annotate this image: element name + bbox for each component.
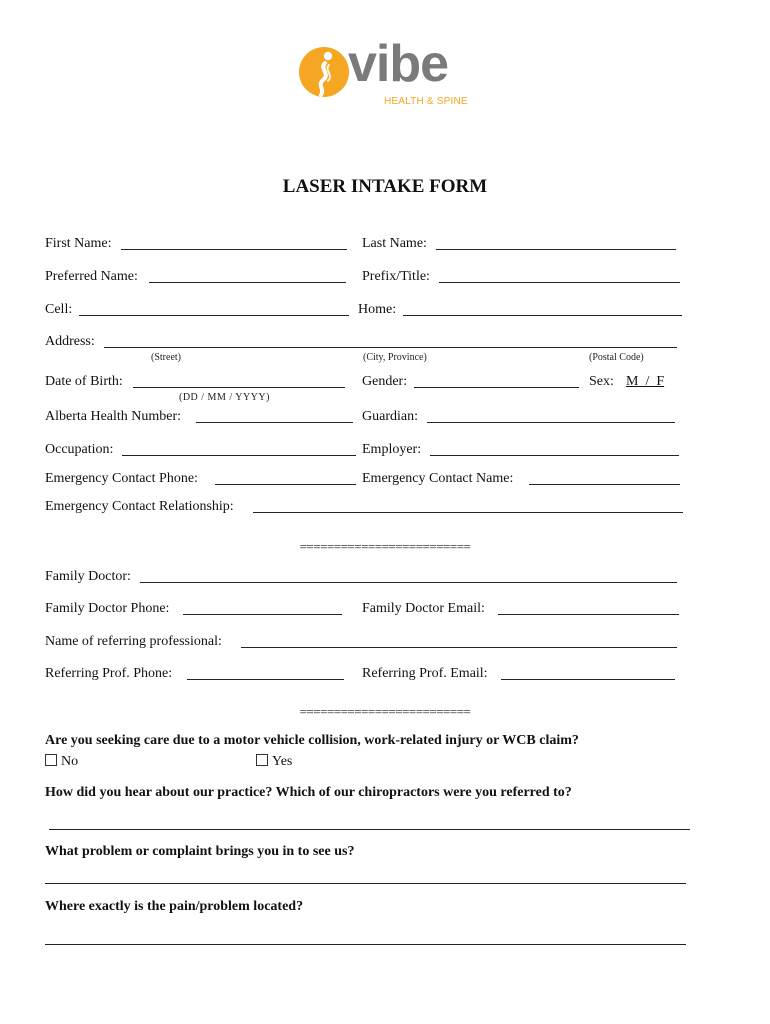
first-name-label: First Name: xyxy=(45,236,112,251)
logo-brand: vibe xyxy=(348,35,449,93)
separator: ========================= xyxy=(299,539,471,554)
referring-phone-field[interactable] xyxy=(187,679,344,680)
question-complaint: What problem or complaint brings you in to see us? xyxy=(45,844,355,859)
cell-field[interactable] xyxy=(79,315,349,316)
pain-location-answer-line[interactable] xyxy=(45,944,686,945)
employer-field[interactable] xyxy=(430,455,679,456)
family-doctor-label: Family Doctor: xyxy=(45,569,131,584)
prefix-title-field[interactable] xyxy=(439,282,680,283)
gender-label: Gender: xyxy=(362,374,408,389)
option-yes[interactable] xyxy=(256,754,292,770)
address-postal-caption: (Postal Code) xyxy=(589,352,644,363)
ec-phone-label: Emergency Contact Phone: xyxy=(45,471,198,486)
address-field[interactable] xyxy=(104,347,677,348)
family-doctor-phone-field[interactable] xyxy=(183,614,342,615)
option-no[interactable] xyxy=(45,754,78,770)
dob-field[interactable] xyxy=(133,387,345,388)
occupation-field[interactable] xyxy=(122,455,356,456)
family-doctor-email-label: Family Doctor Email: xyxy=(362,601,485,616)
gender-field[interactable] xyxy=(414,387,579,388)
home-label: Home: xyxy=(358,302,397,317)
logo-mark-icon xyxy=(298,45,350,99)
referring-phone-label: Referring Prof. Phone: xyxy=(45,666,173,681)
question-referral: How did you hear about our practice? Which of our chiropractors were you referred to? xyxy=(45,785,572,800)
logo-tagline: HEALTH & SPINE xyxy=(384,96,468,107)
option-yes-label: Yes xyxy=(272,754,293,769)
guardian-field[interactable] xyxy=(427,422,675,423)
family-doctor-field[interactable] xyxy=(140,582,677,583)
dob-label: Date of Birth: xyxy=(45,374,123,389)
ec-relationship-field[interactable] xyxy=(253,512,683,513)
complaint-answer-line[interactable] xyxy=(45,883,686,884)
first-name-field[interactable] xyxy=(121,249,347,250)
logo xyxy=(298,35,478,112)
ec-name-field[interactable] xyxy=(529,484,680,485)
dob-format-caption: (DD / MM / YYYY) xyxy=(179,392,270,403)
preferred-name-field[interactable] xyxy=(149,282,346,283)
prefix-title-label: Prefix/Title: xyxy=(362,269,430,284)
last-name-label: Last Name: xyxy=(362,236,427,251)
ahn-label: Alberta Health Number: xyxy=(45,409,182,424)
referring-name-field[interactable] xyxy=(241,647,677,648)
referral-answer-line[interactable] xyxy=(49,829,690,830)
option-no-label: No xyxy=(61,754,79,769)
sex-label: Sex: xyxy=(589,374,614,389)
occupation-label: Occupation: xyxy=(45,442,114,457)
ahn-field[interactable] xyxy=(196,422,353,423)
sex-options[interactable]: M / F xyxy=(626,374,665,389)
referring-email-label: Referring Prof. Email: xyxy=(362,666,488,681)
address-city-caption: (City, Province) xyxy=(363,352,427,363)
question-pain-location: Where exactly is the pain/problem located? xyxy=(45,899,304,914)
home-field[interactable] xyxy=(403,315,682,316)
family-doctor-phone-label: Family Doctor Phone: xyxy=(45,601,170,616)
separator: ========================= xyxy=(299,704,471,719)
page-title: LASER INTAKE FORM xyxy=(282,176,488,197)
checkbox-no[interactable] xyxy=(45,754,57,766)
last-name-field[interactable] xyxy=(436,249,676,250)
address-label: Address: xyxy=(45,334,95,349)
guardian-label: Guardian: xyxy=(362,409,418,424)
preferred-name-label: Preferred Name: xyxy=(45,269,138,284)
ec-phone-field[interactable] xyxy=(215,484,356,485)
address-street-caption: (Street) xyxy=(151,352,181,363)
question-mvc-wcb: Are you seeking care due to a motor vehicle collision, work-related injury or WCB claim? xyxy=(45,733,579,748)
cell-label: Cell: xyxy=(45,302,73,317)
referring-name-label: Name of referring professional: xyxy=(45,634,222,649)
checkbox-yes[interactable] xyxy=(256,754,268,766)
ec-name-label: Emergency Contact Name: xyxy=(362,471,514,486)
ec-relationship-label: Emergency Contact Relationship: xyxy=(45,499,234,514)
employer-label: Employer: xyxy=(362,442,422,457)
referring-email-field[interactable] xyxy=(501,679,675,680)
family-doctor-email-field[interactable] xyxy=(498,614,679,615)
